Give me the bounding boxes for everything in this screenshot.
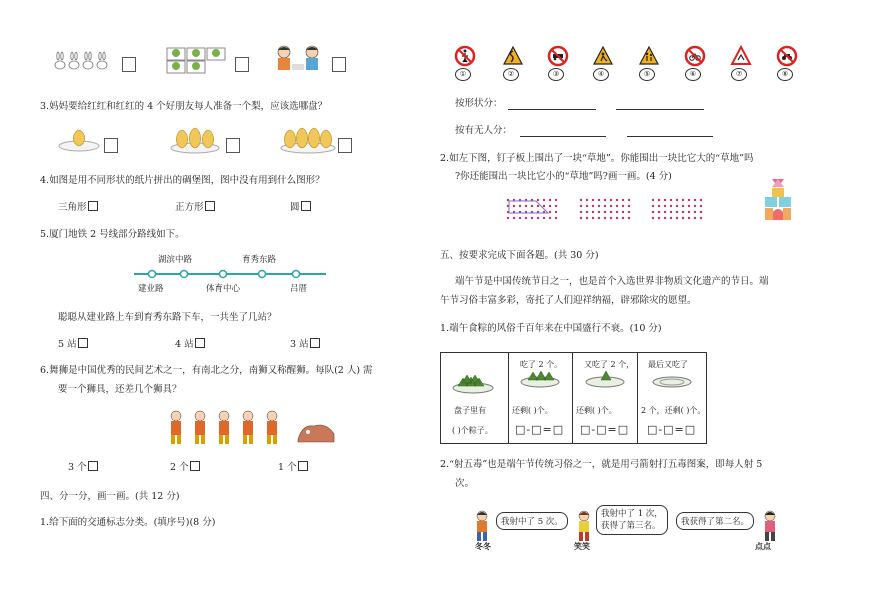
sign-number-4: ④	[593, 68, 609, 81]
classify-person-blank-1[interactable]	[520, 135, 606, 137]
question-6-line2: 要一个狮具，还差几个狮具？	[58, 384, 182, 395]
sign-no-motorcycle-icon	[778, 47, 796, 65]
station-tiyu: 体育中心	[206, 284, 241, 294]
sign-children-icon	[640, 47, 658, 64]
plate-after-second	[585, 368, 625, 392]
answer-box-c[interactable]	[332, 57, 346, 72]
sign-number-3: ③	[548, 68, 564, 81]
sign-number-2: ②	[503, 68, 519, 81]
answer-box-a[interactable]	[122, 57, 136, 72]
classify-person-blank-2[interactable]	[627, 135, 713, 137]
option-circle[interactable]: 圆	[290, 201, 311, 214]
option-3-lions[interactable]: 3 个	[68, 461, 98, 474]
option-3-stations[interactable]: 3 站	[290, 338, 320, 351]
answer-box-plate2[interactable]	[226, 138, 240, 153]
sign-road-works-icon	[594, 47, 612, 64]
option-square[interactable]: 正方形	[175, 201, 215, 214]
nail-board-2[interactable]	[578, 197, 632, 221]
section-5-heading: 五、按要求完成下面各题。(共 30 分)	[440, 250, 599, 261]
cell-3-line1: 又吃了 2 个，	[584, 360, 635, 369]
sign-warning-icon	[732, 47, 750, 64]
sign-number-5: ⑤	[639, 68, 655, 81]
cell-3-line2[interactable]: 还剩( )个。	[576, 406, 617, 415]
trees-image	[165, 46, 231, 78]
speech-diandian: 我获得了第二名。	[676, 512, 754, 530]
sign-no-bicycle-icon	[686, 47, 704, 65]
plate-four-pears	[280, 124, 336, 158]
option-triangle[interactable]: 三角形	[58, 201, 98, 214]
question-6-line1: 6.舞狮是中国优秀的民间艺术之一，有南北之分，南狮又称醒狮。每队(2 人) 需	[40, 365, 373, 376]
block-castle-image	[764, 178, 792, 226]
plate-one-pear	[58, 126, 100, 156]
cell-2-line2[interactable]: 还剩( )个。	[512, 406, 553, 415]
classify-shape-blank-1[interactable]	[508, 108, 596, 110]
speech-xiaoxiao: 我射中了 1 次， 获得了第三名。	[596, 505, 668, 535]
plate-after-first	[520, 368, 560, 392]
sign-no-motor-vehicle-icon	[549, 47, 567, 65]
classify-by-person-label: 按有无人分：	[455, 125, 513, 136]
plate-empty	[652, 368, 692, 392]
option-4-stations[interactable]: 4 站	[175, 338, 205, 351]
cell-2-line1: 吃了 2 个。	[520, 360, 563, 369]
name-xiaoxiao: 笑笑	[574, 541, 590, 551]
traffic-signs-row	[452, 44, 812, 72]
speech-dongdong: 我射中了 5 次。	[496, 512, 568, 530]
answer-box-plate3[interactable]	[338, 138, 352, 153]
option-5-stations[interactable]: 5 站	[58, 338, 88, 351]
formula-cell-4[interactable]: □-□=□	[647, 423, 697, 436]
question-4-1: 1.给下面的交通标志分类。(填序号)(8 分)	[40, 517, 216, 528]
question-5: 5.厦门地铁 2 号线部分路线如下。	[40, 229, 185, 240]
sign-winding-road-icon	[504, 47, 522, 64]
cell-4-line1: 最后又吃了	[648, 360, 688, 369]
rabbits-image	[52, 50, 112, 76]
cell-1-line1: 盘子里有	[454, 406, 486, 415]
plate-three-pears	[170, 124, 220, 158]
sign-number-1: ①	[455, 68, 471, 81]
option-1-lions[interactable]: 1 个	[278, 461, 308, 474]
answer-box-b[interactable]	[235, 57, 249, 72]
question-4-2-line2: ?你还能围出一块比它小的“草地”吗?画一画。(4 分)	[455, 171, 672, 182]
question-5-ask: 聪聪从建业路上车到育秀东路下车，一共坐了几站？	[58, 312, 277, 323]
name-dongdong: 冬冬	[475, 541, 491, 551]
station-jianye: 建业路	[138, 284, 164, 294]
question-4: 4.如图是用不同形状的纸片拼出的碉堡图，图中没有用到什么图形？	[40, 175, 325, 186]
station-hubin: 湖滨中路	[158, 255, 193, 265]
name-diandian: 点点	[755, 541, 771, 551]
sign-number-6: ⑥	[685, 68, 701, 81]
question-5-2-line1: 2.“射五毒”也是端午节传统习俗之一，就是用弓箭射打五毒图案，即每人射 5	[440, 459, 763, 470]
section-4-heading: 四、分一分，画一画。(共 12 分)	[40, 491, 180, 502]
question-4-2-line1: 2.如左下图，钉子板上围出了一块“草地”。你能围出一块比它大的“草地”吗	[440, 153, 754, 164]
formula-cell-2[interactable]: □-□=□	[515, 423, 565, 436]
lion-dancers-image	[170, 410, 340, 450]
sign-no-pedestrian-icon	[456, 47, 474, 65]
classify-shape-blank-2[interactable]	[616, 108, 704, 110]
sign-number-8: ⑧	[777, 68, 793, 81]
cell-1-line2[interactable]: ( )个粽子。	[452, 426, 493, 435]
plate-full-zongzi	[452, 372, 494, 398]
sign-number-7: ⑦	[731, 68, 747, 81]
answer-box-plate1[interactable]	[104, 138, 118, 153]
grass-area-shape	[508, 199, 558, 223]
formula-cell-3[interactable]: □-□=□	[580, 423, 630, 436]
station-yuxiu: 育秀东路	[242, 255, 277, 265]
nail-board-3[interactable]	[650, 197, 704, 221]
cell-4-line2[interactable]: 2 个，还剩( )个。	[641, 406, 706, 415]
question-5-1: 1.端午食粽的风俗千百年来在中国盛行不衰。(10 分)	[440, 323, 662, 334]
classify-by-shape-label: 按形状分：	[455, 98, 503, 109]
intro-line-1: 端午节是中国传统节日之一，也是首个入选世界非物质文化遗产的节日。端	[455, 276, 769, 287]
question-3: 3.妈妈要给红红和红红的 4 个好朋友每人准备一个梨，应该选哪盘？	[40, 101, 328, 112]
option-2-lions[interactable]: 2 个	[170, 461, 200, 474]
station-lvcuo: 吕厝	[290, 284, 308, 294]
children-image	[272, 44, 332, 78]
question-5-2-line2: 次。	[455, 478, 475, 489]
intro-line-2: 午节习俗丰富多彩，寄托了人们迎祥纳福，辟邪除灾的愿望。	[440, 295, 697, 306]
